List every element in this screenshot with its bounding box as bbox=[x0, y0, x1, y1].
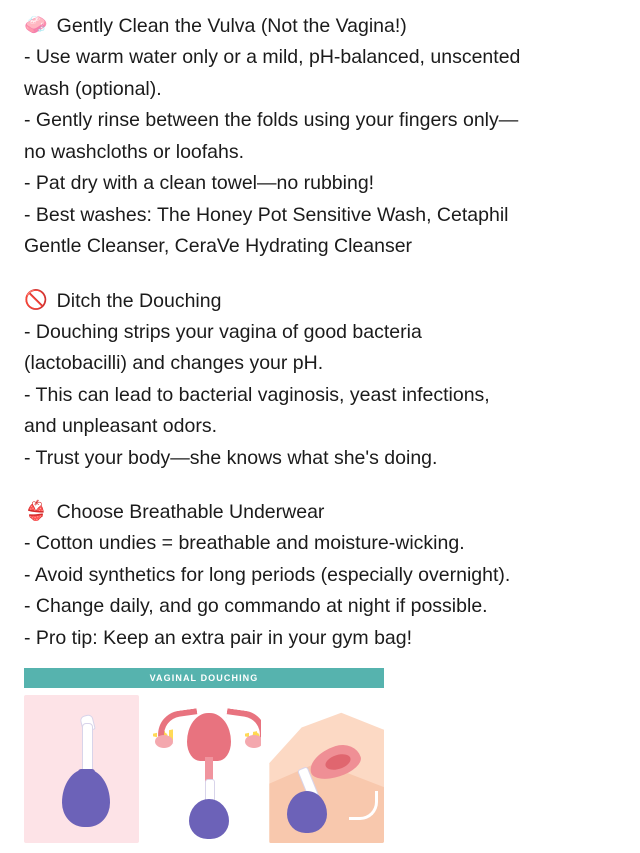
body-line: - Trust your body—she knows what she's doing. bbox=[24, 446, 438, 469]
body-line: - This can lead to bacterial vaginosis, yeast infections, bbox=[24, 383, 490, 406]
figure-panel-douche-bottle bbox=[24, 695, 139, 843]
douche-bulb-shape bbox=[287, 791, 327, 833]
body-line: - Gently rinse between the folds using your fingers only— bbox=[24, 109, 519, 131]
body-line: no washcloths or loofahs. bbox=[24, 140, 245, 163]
section-heading bbox=[24, 285, 616, 317]
body-line: (lactobacilli) and changes your pH. bbox=[24, 352, 324, 374]
figure-panels bbox=[24, 695, 384, 843]
body-line: and unpleasant odors. bbox=[24, 415, 217, 437]
body-line: Gentle Cleanser, CeraVe Hydrating Cleanser bbox=[24, 235, 413, 257]
figure-panel-uterus-diagram bbox=[147, 695, 262, 843]
uterus-shape bbox=[187, 713, 231, 761]
section-heading-text: Gently Clean the Vulva (Not the Vagina!) bbox=[56, 15, 407, 37]
body-line: - Douching strips your vagina of good bacteria bbox=[24, 320, 422, 343]
body-line: - Pro tip: Keep an extra pair in your gym bag! bbox=[24, 626, 413, 649]
douche-bulb-shape bbox=[189, 799, 229, 839]
body-line: - Pat dry with a clean towel—no rubbing! bbox=[24, 172, 375, 194]
section-clean-the-vulva bbox=[24, 10, 616, 263]
body-line: - Avoid synthetics for long periods (especially overnight). bbox=[24, 563, 511, 586]
ovary-shape bbox=[155, 735, 173, 748]
soap-bar-icon: 🧼 bbox=[24, 15, 48, 36]
figure-panel-application bbox=[269, 695, 384, 843]
prohibited-icon: 🚫 bbox=[24, 289, 48, 311]
body-line: - Cotton undies = breathable and moisture-wicking. bbox=[24, 532, 465, 554]
section-heading bbox=[24, 10, 616, 42]
section-spacer bbox=[24, 269, 616, 285]
section-spacer bbox=[24, 480, 616, 496]
vaginal-douching-figure bbox=[24, 668, 384, 843]
section-ditch-the-douching bbox=[24, 285, 616, 475]
ovary-shape bbox=[245, 735, 262, 748]
section-heading-text: Choose Breathable Underwear bbox=[56, 501, 325, 523]
body-line: - Best washes: The Honey Pot Sensitive Wash, Cetaphil bbox=[24, 203, 509, 226]
body-line: - Use warm water only or a mild, pH-balanced, unscented bbox=[24, 46, 521, 68]
section-heading bbox=[24, 496, 616, 528]
section-heading-text: Ditch the Douching bbox=[56, 289, 222, 312]
body-line: - Change daily, and go commando at night if possible. bbox=[24, 595, 488, 617]
douche-bulb-shape bbox=[62, 769, 110, 827]
body-line: wash (optional). bbox=[24, 77, 162, 100]
bikini-icon: 👙 bbox=[24, 501, 48, 522]
section-breathable-underwear bbox=[24, 496, 616, 654]
figure-banner-label: VAGINAL DOUCHING bbox=[24, 668, 384, 688]
